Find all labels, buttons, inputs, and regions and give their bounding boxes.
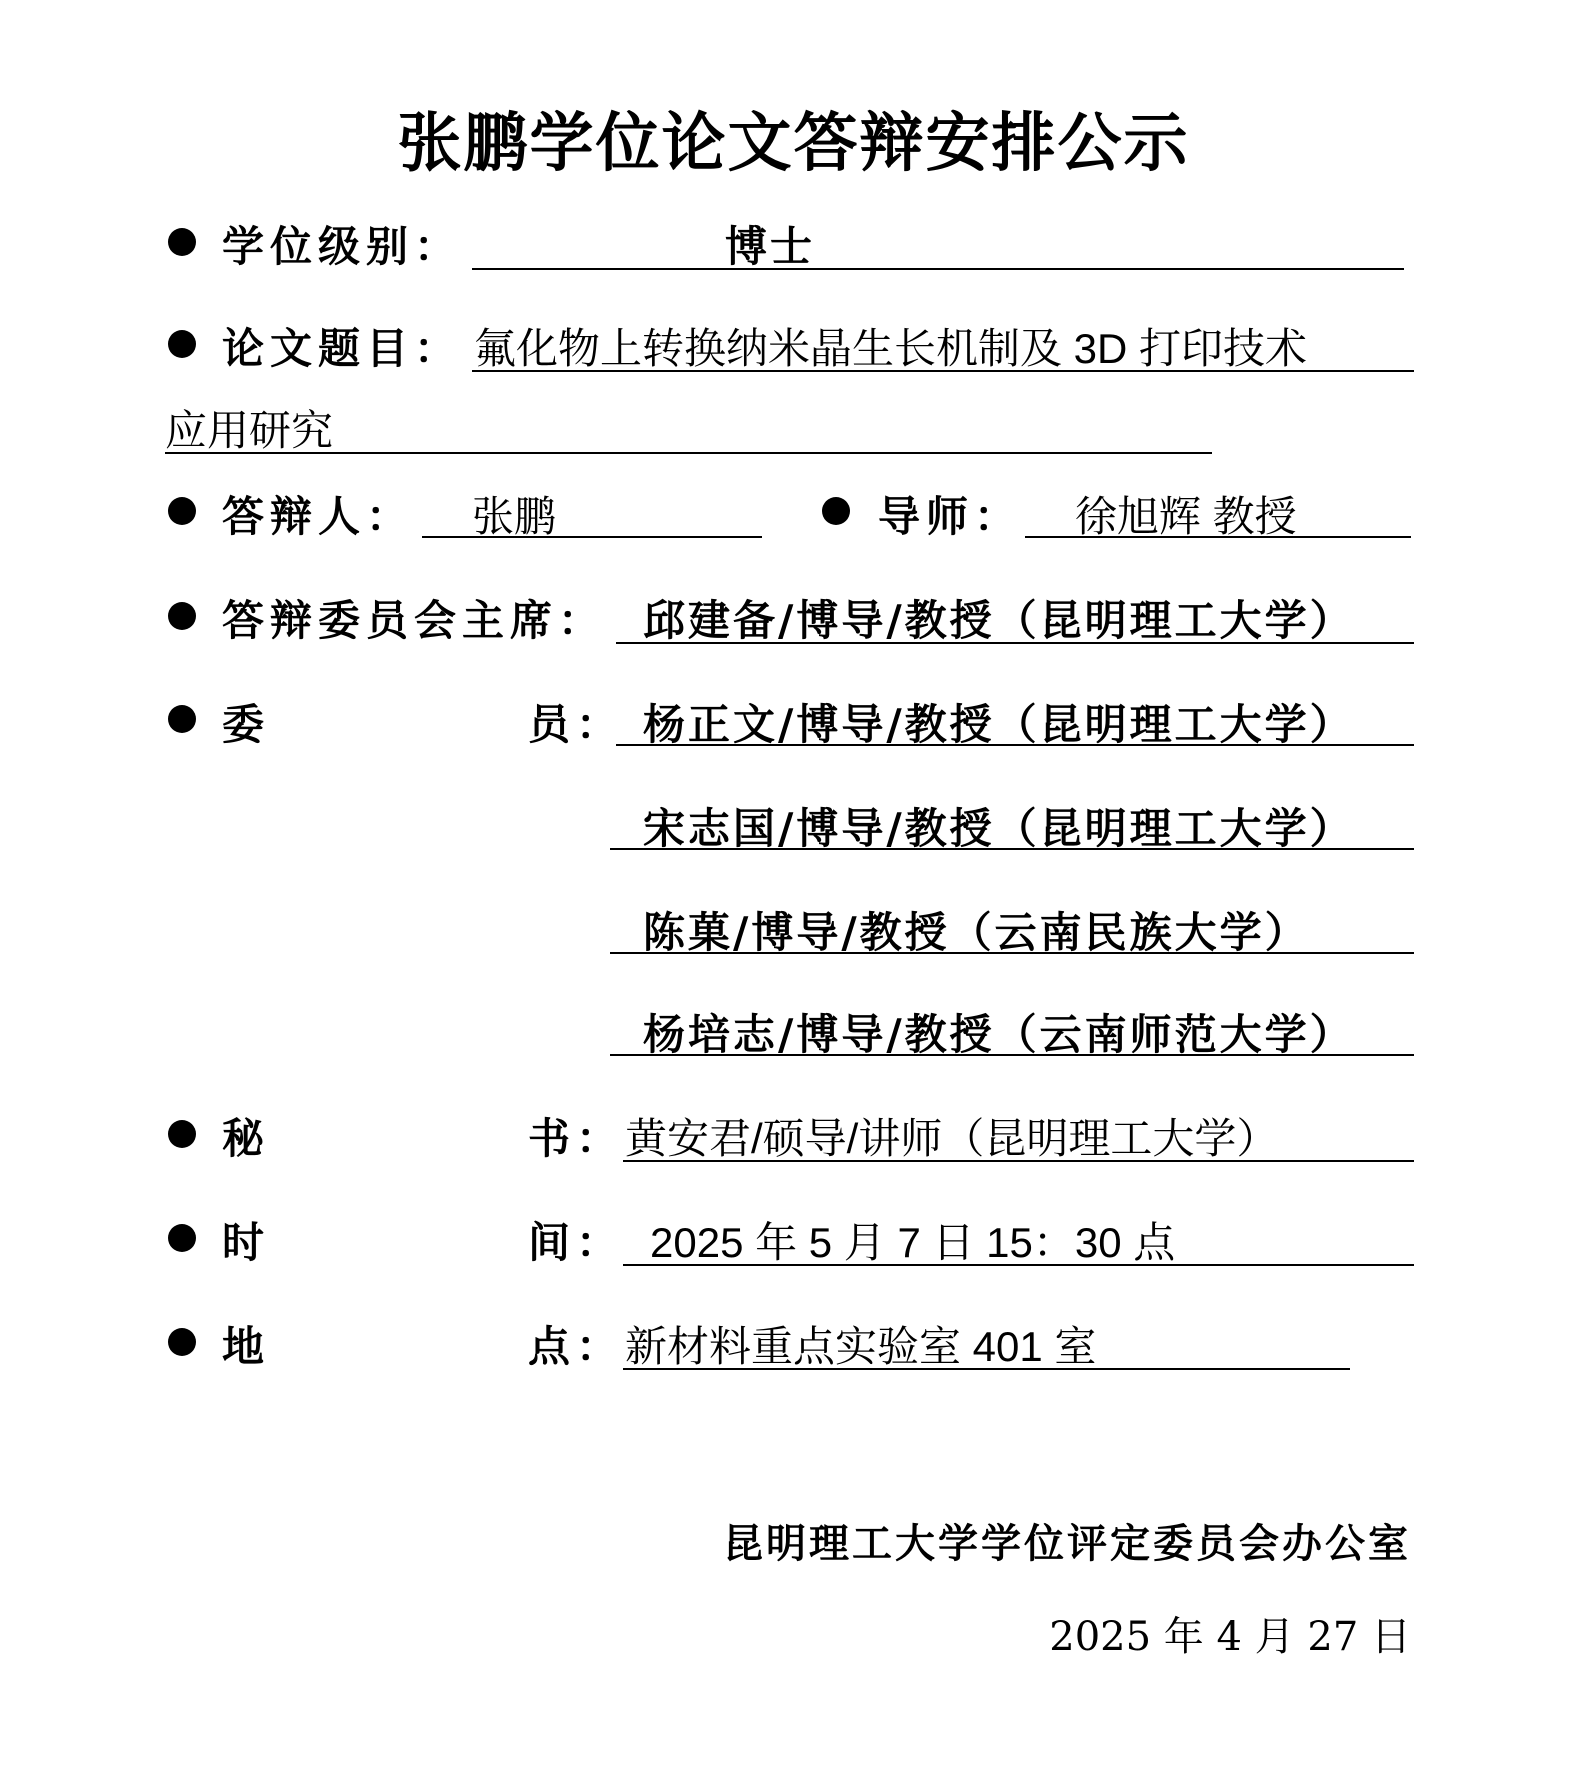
degree-value: 博士 — [725, 222, 816, 271]
place-label-right: 点： — [528, 1322, 625, 1371]
candidate-value: 张鹏 — [472, 493, 557, 540]
member-item: 杨培志/博导/教授（云南师范大学） — [643, 1010, 1355, 1059]
secretary-label-right: 书： — [528, 1114, 625, 1163]
candidate-underline — [422, 536, 762, 538]
thesis-underline-1 — [472, 370, 1414, 372]
bullet-icon — [822, 497, 850, 525]
candidate-label: 答辩人： — [222, 492, 415, 541]
place-underline — [623, 1368, 1350, 1370]
bullet-icon — [168, 1328, 196, 1356]
thesis-label: 论文题目： — [222, 324, 463, 373]
issue-date: 2025 年 4 月 27 日 — [1049, 1614, 1411, 1660]
member-underline — [610, 1054, 1414, 1056]
thesis-title-line1: 氟化物上转换纳米晶生长机制及 3D 打印技术 — [474, 325, 1308, 372]
thesis-title-line2: 应用研究 — [165, 407, 334, 454]
secretary-label-left: 秘 — [222, 1114, 271, 1163]
thesis-underline-2 — [165, 452, 1212, 454]
members-label-left: 委 — [222, 700, 271, 749]
member-underline — [610, 952, 1414, 954]
advisor-underline — [1025, 536, 1411, 538]
time-underline — [623, 1264, 1414, 1266]
degree-label: 学位级别： — [222, 222, 463, 271]
issuing-office: 昆明理工大学学位评定委员会办公室 — [723, 1520, 1411, 1567]
member-item: 陈菓/博导/教授（云南民族大学） — [643, 908, 1310, 957]
page-title: 张鹏学位论文答辩安排公示 — [397, 107, 1190, 179]
bullet-icon — [168, 330, 196, 358]
bullet-icon — [168, 705, 196, 733]
chair-label: 答辩委员会主席： — [222, 596, 607, 645]
member-item: 杨正文/博导/教授（昆明理工大学） — [643, 700, 1355, 749]
place-label-left: 地 — [222, 1322, 271, 1371]
chair-underline — [616, 642, 1414, 644]
time-value: 2025 年 5 月 7 日 15：30 点 — [650, 1219, 1176, 1266]
time-label-left: 时 — [222, 1218, 271, 1267]
bullet-icon — [168, 228, 196, 256]
chair-value: 邱建备/博导/教授（昆明理工大学） — [643, 596, 1355, 645]
secretary-value: 黄安君/硕导/讲师（昆明理工大学） — [625, 1115, 1279, 1162]
member-underline — [610, 848, 1414, 850]
bullet-icon — [168, 1224, 196, 1252]
secretary-underline — [623, 1160, 1414, 1162]
member-underline — [616, 744, 1414, 746]
bullet-icon — [168, 602, 196, 630]
members-label-right: 员： — [528, 700, 625, 749]
bullet-icon — [168, 1120, 196, 1148]
advisor-label: 导师： — [878, 492, 1023, 541]
advisor-value: 徐旭辉 教授 — [1075, 493, 1297, 540]
degree-underline — [472, 268, 1404, 270]
bullet-icon — [168, 497, 196, 525]
member-item: 宋志国/博导/教授（昆明理工大学） — [643, 804, 1355, 853]
place-value: 新材料重点实验室 401 室 — [625, 1323, 1097, 1370]
time-label-right: 间： — [528, 1218, 625, 1267]
